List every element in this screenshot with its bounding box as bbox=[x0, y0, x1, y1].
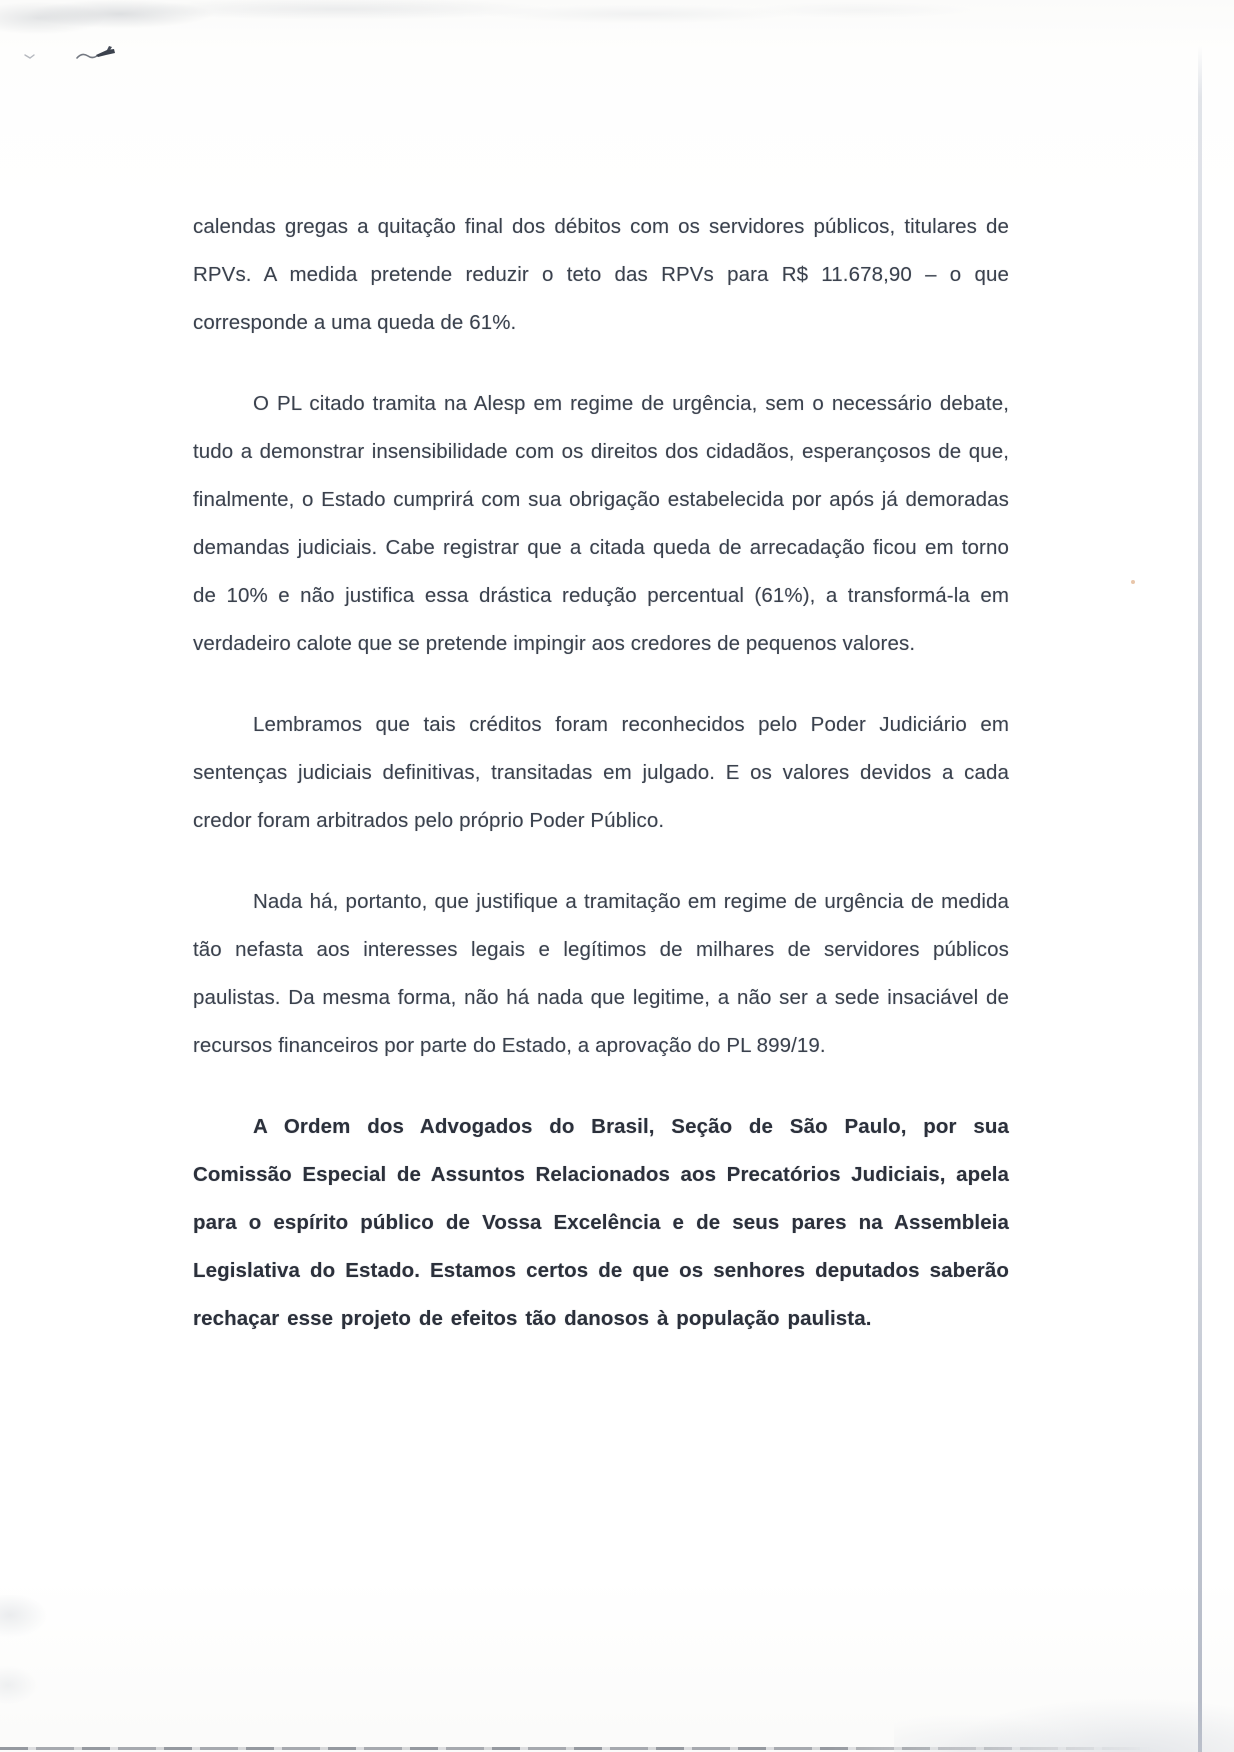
scan-artifact-bottom-left bbox=[0, 1595, 90, 1725]
paragraph-pl-urgencia: O PL citado tramita na Alesp em regime de urgência, sem o necessário debate, tudo a demonstrar insensibilidade com os direitos dos cidadãos, esperançosos de que, finalmente, o Estado cumprirá com sua obrigação estabelecida por após já demoradas demandas judiciais. Cabe registrar que a citada queda de arrecadação ficou em torno de 10% e não justifica essa drástica redução percentual (61%), a transformá-la em verdadeiro calote que se pretende impingir aos credores de pequenos valores. bbox=[193, 392, 1009, 655]
paragraph-oab-apelo: A Ordem dos Advogados do Brasil, Seção de São Paulo, por sua Comissão Especial de Assuntos Relacionados aos Precatórios Judiciais, apela para o espírito público de Vossa Excelência e de seus pares na Assembleia Legislativa do Estado. Estamos certos de que os senhores deputados saberão rechaçar esse projeto de efeitos tão danosos à população paulista. bbox=[193, 1115, 1009, 1330]
faint-pen-tick-icon bbox=[24, 50, 40, 62]
paragraph-continuation: calendas gregas a quitação final dos débitos com os servidores públicos, titulares de RPVs. A medida pretende reduzir o teto das RPVs para R$ 11.678,90 – o que corresponde a uma queda de 61%. bbox=[193, 215, 1009, 334]
paragraph-creditos-reconhecidos: Lembramos que tais créditos foram reconhecidos pelo Poder Judiciário em sentenças judiciais definitivas, transitadas em julgado. E os valores devidos a cada credor foram arbitrados pelo próprio Poder Público. bbox=[193, 713, 1009, 832]
scan-paper-bottom-edge bbox=[0, 1747, 1150, 1750]
scan-artifact-top-band bbox=[0, 0, 980, 52]
paragraph-nada-ha: Nada há, portanto, que justifique a tramitação em regime de urgência de medida tão nefasta aos interesses legais e legítimos de milhares de servidores públicos paulistas. Da mesma forma, não há nada que legitime, a não ser a sede insaciável de recursos financeiros por parte do Estado, a aprovação do PL 899/19. bbox=[193, 890, 1009, 1057]
scan-speck bbox=[1131, 580, 1135, 584]
letter-body bbox=[193, 203, 1009, 1376]
pen-scribble-icon bbox=[76, 42, 120, 66]
scan-line-vertical bbox=[1198, 46, 1202, 1752]
scan-artifact-bottom-right bbox=[894, 1632, 1234, 1752]
